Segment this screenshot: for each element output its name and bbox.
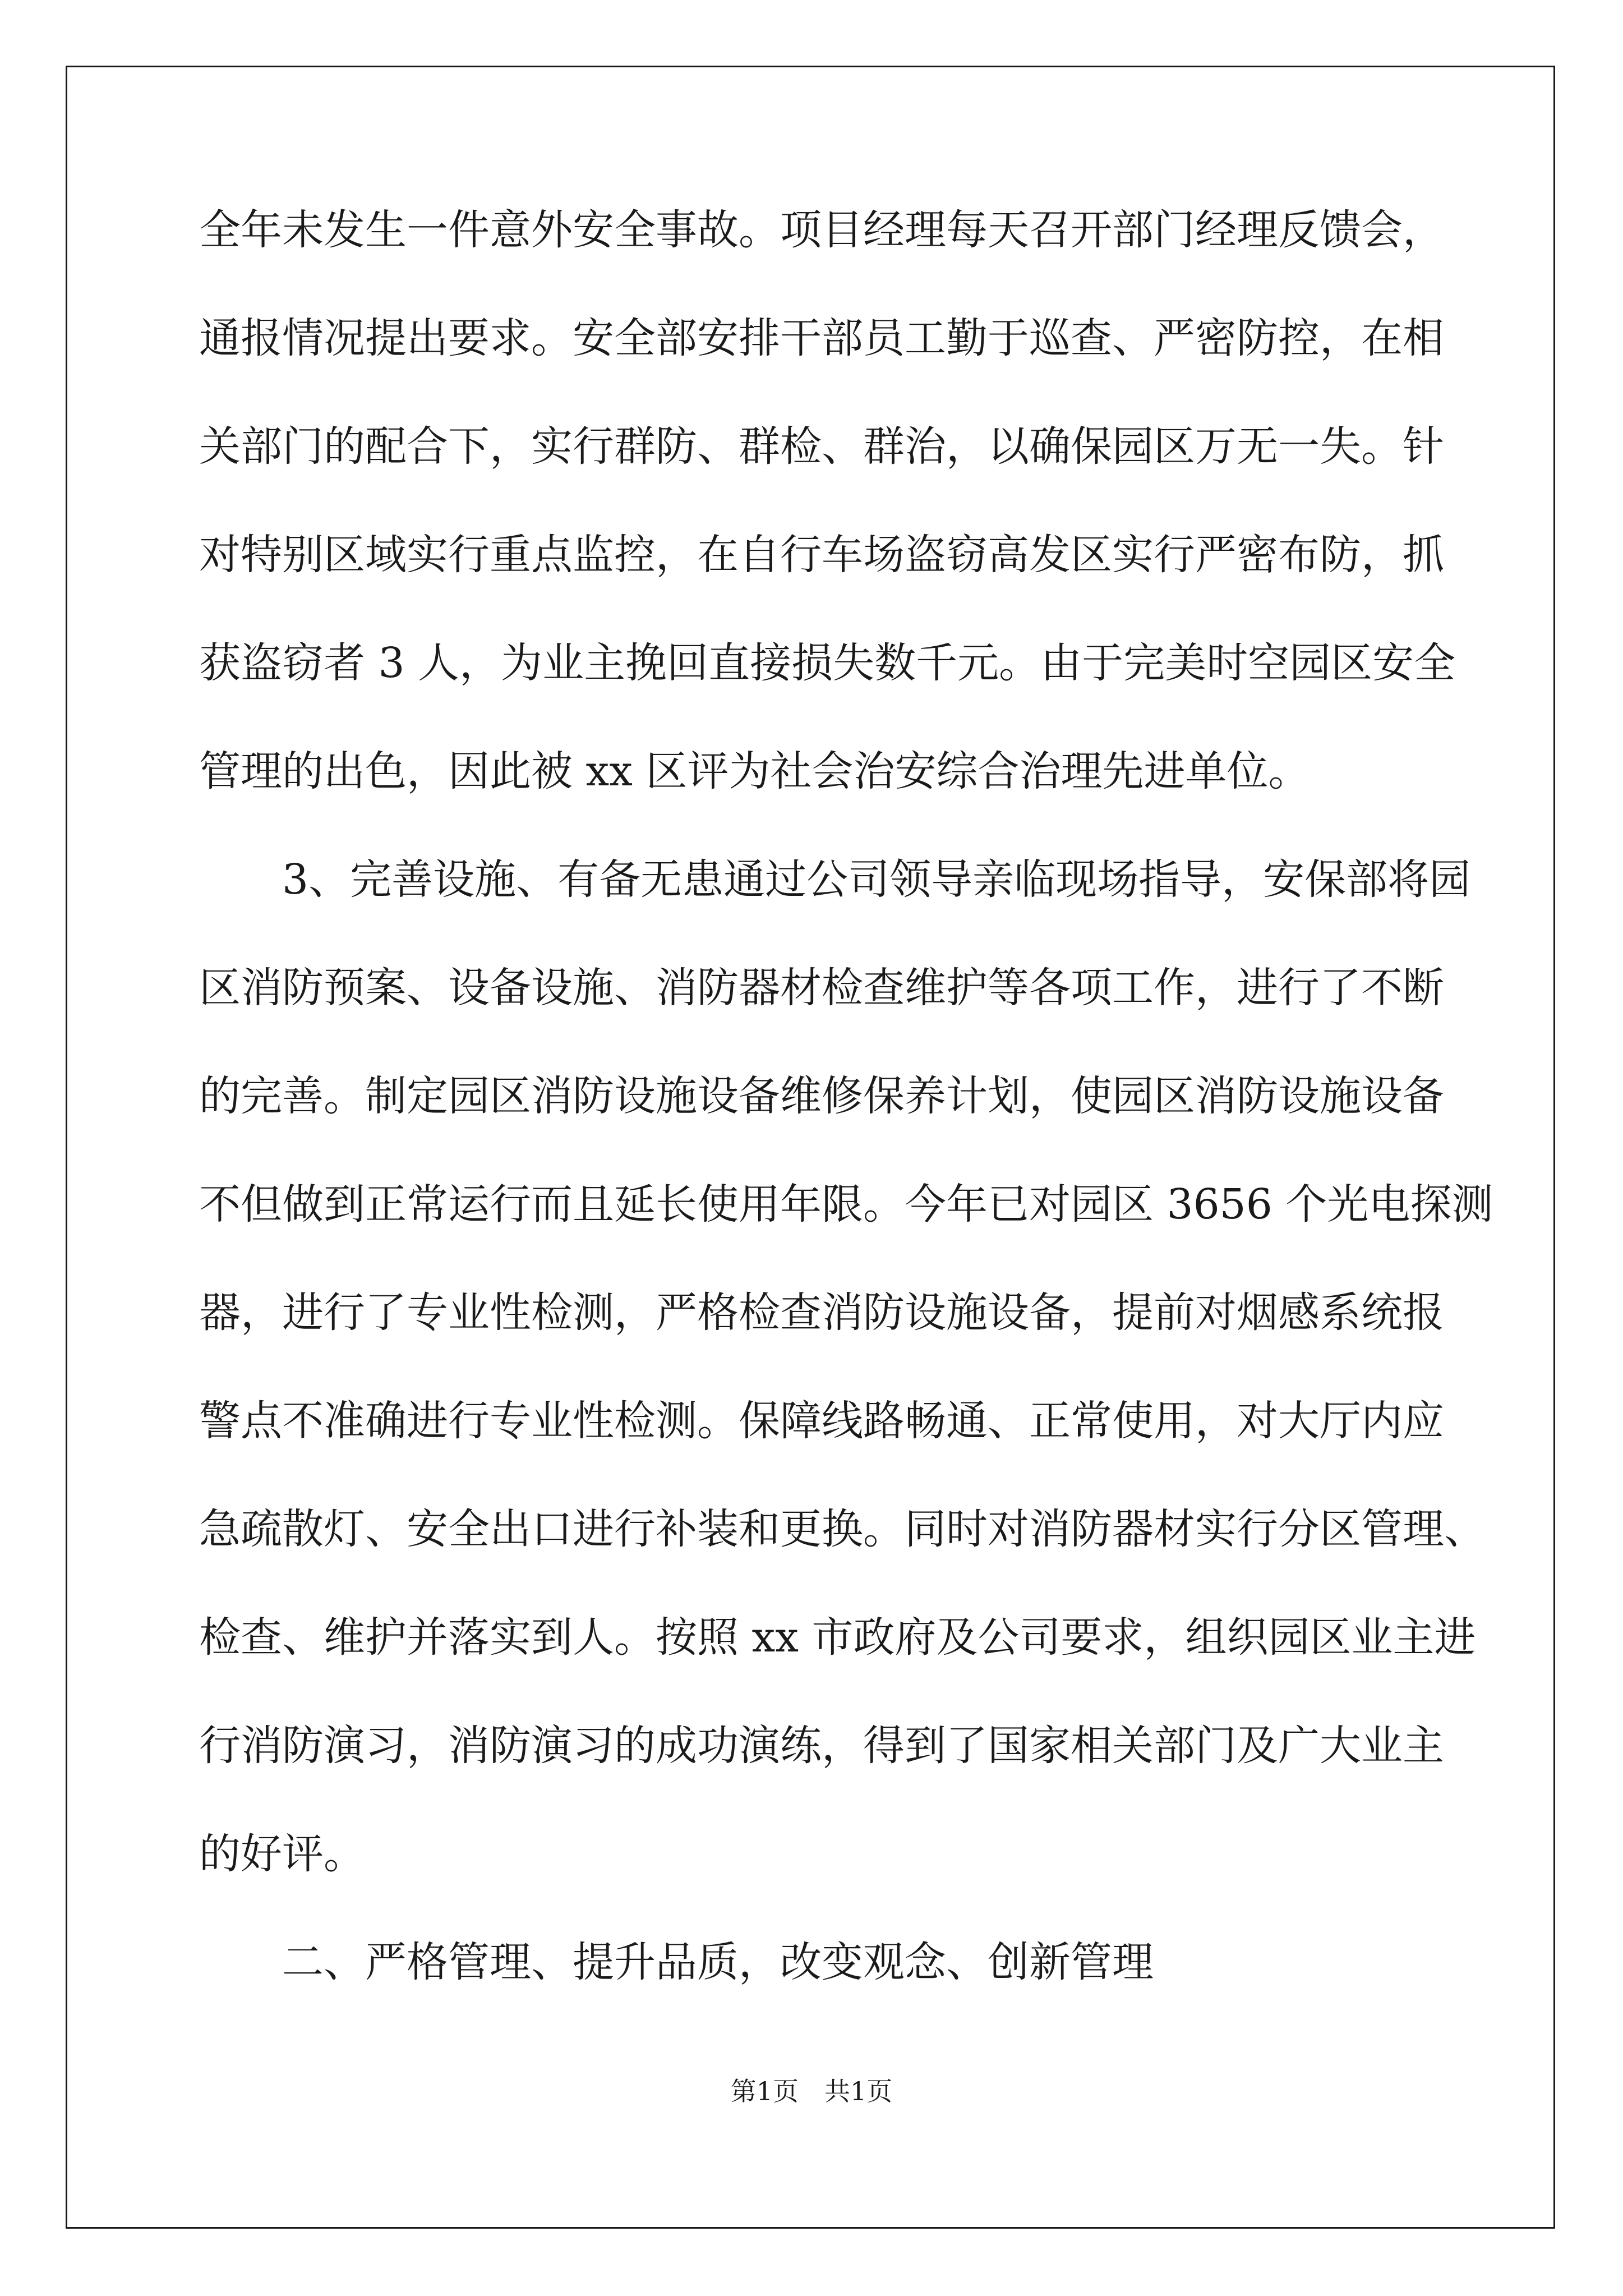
text-line: 获盗窃者 3 人，为业主挽回直接损失数千元。由于完美时空园区安全 bbox=[199, 639, 1456, 687]
page-border bbox=[66, 66, 1555, 2229]
page-footer: 第1页 共1页 bbox=[730, 2076, 893, 2106]
text-line: 检查、维护并落实到人。按照 xx 市政府及公司要求，组织园区业主进 bbox=[199, 1613, 1476, 1662]
text-line: 通报情况提出要求。安全部安排干部员工勤于巡查、严密防控，在相 bbox=[199, 314, 1444, 362]
text-line: 行消防演习，消防演习的成功演练，得到了国家相关部门及广大业主 bbox=[199, 1722, 1444, 1770]
text-line: 区消防预案、设备设施、消防器材检查维护等各项工作，进行了不断 bbox=[199, 964, 1444, 1012]
text-line: 对特别区域实行重点监控，在自行车场盗窃高发区实行严密布防，抓 bbox=[199, 531, 1444, 579]
text-line: 关部门的配合下，实行群防、群检、群治，以确保园区万无一失。针 bbox=[199, 422, 1444, 471]
text-line: 的好评。 bbox=[199, 1830, 365, 1878]
text-line: 急疏散灯、安全出口进行补装和更换。同时对消防器材实行分区管理、 bbox=[199, 1505, 1486, 1553]
section-heading-2: 二、严格管理、提升品质，改变观念、创新管理 bbox=[282, 1938, 1154, 1986]
text-line: 器，进行了专业性检测，严格检查消防设施设备，提前对烟感系统报 bbox=[199, 1289, 1444, 1337]
section-heading-3: 3、完善设施、有备无患通过公司领导亲临现场指导，安保部将园 bbox=[282, 855, 1471, 904]
text-line: 不但做到正常运行而且延长使用年限。今年已对园区 3656 个光电探测 bbox=[199, 1180, 1493, 1228]
text-line: 的完善。制定园区消防设施设备维修保养计划，使园区消防设施设备 bbox=[199, 1072, 1444, 1120]
text-line: 警点不准确进行专业性检测。保障线路畅通、正常使用，对大厅内应 bbox=[199, 1397, 1444, 1445]
text-line: 管理的出色，因此被 xx 区评为社会治安综合治理先进单位。 bbox=[199, 747, 1310, 795]
text-line: 全年未发生一件意外安全事故。项目经理每天召开部门经理反馈会， bbox=[199, 206, 1444, 254]
